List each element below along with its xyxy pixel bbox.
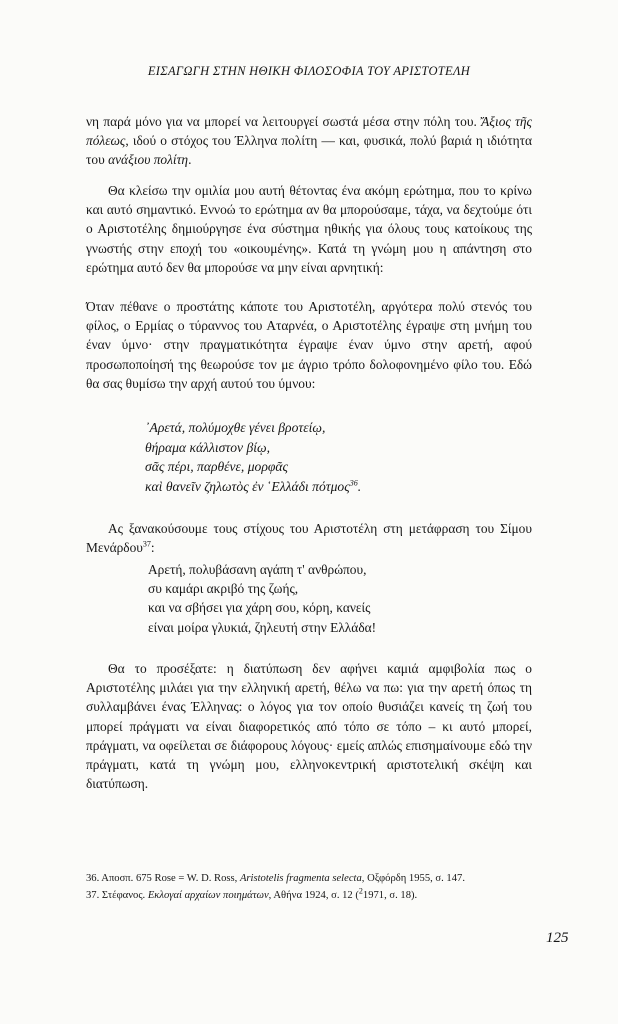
verse1-line: θήραμα κάλλιστον βίῳ, xyxy=(145,439,270,455)
paragraph-3 xyxy=(86,297,532,393)
verse1-line: ᾿Αρετά, πολύμοχθε γένει βροτείῳ, xyxy=(145,420,326,435)
p3-text: Όταν πέθανε ο προστάτης κάποτε του Αριστοτέλη, αργότερα πολύ στενός του φίλος, ο Ερμίας ο τύραννος του Αταρνέα, ο Αριστοτέλης έγραψε στη μνήμη του έναν ύμνο· στην πραγματικότητα έγραψε έναν ύμνο στην αρετή, αφού προσωποποίησή της θεωρούσε τον με άγριο τρόπο δολοφονημένο φίλο του. Εδώ θα σας θυμίσω την αρχή αυτού του ύμνου: xyxy=(86,299,532,391)
p4-end: : xyxy=(150,540,155,556)
p1-text-a: νη παρά μόνο για να μπορεί να λειτουργεί σωστά μέσα στην πόλη του. xyxy=(86,114,482,129)
p4-text: Ας ξανακούσουμε τους στίχους του Αριστοτέλη στη μετάφραση του Σίμου Μενάρδου xyxy=(86,521,532,556)
fn36-title: Aristotelis fragmenta selecta xyxy=(239,873,362,884)
footnote-36 xyxy=(86,870,536,887)
page-number: 125 xyxy=(546,930,569,946)
verse2-line: συ καμάρι ακριβό της ζωής, xyxy=(148,581,299,597)
verse2-line: και να σβήσει για χάρη σου, κόρη, κανείς xyxy=(148,600,371,616)
verse1-line: καὶ θανεῖν ζηλωτὸς ἐν ῾Ελλάδι πότμος$^{36}$. xyxy=(145,477,362,494)
verse1-line-text: καὶ θανεῖν ζηλωτὸς ἐν ῾Ελλάδι πότμος xyxy=(145,478,350,494)
running-head: ΕΙΣΑΓΩΓΗ ΣΤΗΝ ΗΘΙΚΗ ΦΙΛΟΣΟΦΙΑ ΤΟΥ ΑΡΙΣΤΟΤΕΛΗ xyxy=(147,64,471,78)
fn37-edition-sup: 2 xyxy=(358,886,363,896)
fn36-text-c: , Οξφόρδη 1955, σ. 147. xyxy=(361,873,465,884)
fn37-text-a: 37. Στέφανος. xyxy=(86,890,148,901)
greek-verse xyxy=(145,418,361,496)
p5-text: Θα το προσέξατε: η διατύπωση δεν αφήνει καμιά αμφιβολία πως ο Αριστοτέλης μιλάει για την ελληνική αρετή, θέλω να πω: για την αρετή όπως τη συλλαμβάνει ένας Έλληνας: ο λόγος για τον οποίο θυσιάζει κανείς τη ζωή του μπορεί πράγματι να είναι διαφορετικός από τόπο σε τόπο – κι αυτό μπορεί, πράγματι, να οφείλεται σε διάφορους λόγους· εμείς απλώς επισημαίνουμε εδώ την πράγματι, κατά τη γνώμη μου, ελληνοκεντρική αριστοτελική σκέψη και διατύπωση. xyxy=(86,661,532,792)
p2-text: Θα κλείσω την ομιλία μου αυτή θέτοντας ένα ακόμη ερώτημα, που το κρίνω και αυτό σημαντικό. Εννοώ το ερώτημα αν θα μπορούσαμε, τάχα, να δεχτούμε ότι ο Αριστοτέλης δημιούργησε ένα σύστημα ηθικής για όλους τους κατοίκους της γνωστής στην εποχή του «οικουμένης». Κατά τη γνώμη μου η απάντηση στο ερώτημα αυτό δεν θα μπορούσε να μην είναι αρνητική: xyxy=(86,183,532,275)
footnote-37 xyxy=(86,887,536,904)
paragraph-4 xyxy=(86,519,532,557)
paragraph-1 xyxy=(86,112,532,170)
verse2-line: Αρετή, πολυβάσανη αγάπη τ' ανθρώπου, xyxy=(148,562,367,577)
footnote-ref-36: 36 xyxy=(349,477,358,487)
fn36-text-a: 36. Αποσπ. 675 Rose = W. D. Ross, xyxy=(86,873,240,884)
paragraph-2 xyxy=(86,181,532,277)
paragraph-5 xyxy=(86,659,532,793)
fn37-title: Εκλογαί αρχαίων ποιημάτων xyxy=(147,890,269,901)
verse1-line: σᾶς πέρι, παρθένε, μορφᾶς xyxy=(145,459,289,474)
fn37-text-c: , Αθήνα 1924, σ. 12 ( xyxy=(268,890,359,901)
p1-italic-quote: Ἄξιος τῆς πόλεως xyxy=(86,114,532,149)
verse2-line: είναι μοίρα γλυκιά, ζηλευτή στην Ελλάδα! xyxy=(148,619,377,635)
footnotes xyxy=(86,870,536,904)
footnote-ref-37: 37 xyxy=(142,539,151,549)
translated-verse xyxy=(148,560,376,637)
p1-italic-term: ανάξιου πολίτη xyxy=(108,152,189,168)
p1-text-e: . xyxy=(188,152,192,168)
fn37-text-d: 1971, σ. 18). xyxy=(362,890,418,901)
p1-text-c: , ιδού ο στόχος του Έλληνα πολίτη — και, φυσικά, πολύ βαριά η ιδιότητα του xyxy=(86,133,532,168)
